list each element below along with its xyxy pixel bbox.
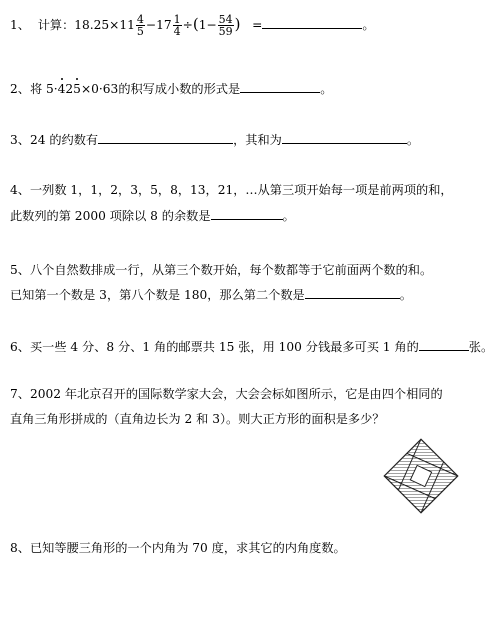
q1-answer-blank[interactable] [262,16,362,29]
q2-post: 的积写成小数的形式是 [118,82,241,96]
q8-text: 8、已知等腰三角形的一个内角为 70 度，求其它的内角度数。 [10,541,346,555]
q6-answer-blank[interactable] [419,338,469,351]
q1-fraction-2: $\frac{1}{4}$ [173,13,181,38]
q4-answer-blank[interactable] [211,207,283,220]
question-5-line-2: 已知第一个数是 3，第八个数是 180，那么第二个数是 。 [10,288,412,302]
q2-repeat-dot-1: 4 [57,82,66,96]
q3-sum-blank[interactable] [282,131,407,144]
q1-fraction-1: $\frac{4}{5}$ [136,13,144,38]
q1-label: 计算： [37,18,75,32]
congress-emblem-figure [380,435,462,517]
q1-equals: = [252,18,263,32]
q7-line-1: 7、2002 年北京召开的国际数学家大会，大会会标如图所示，它是由四个相同的 [10,387,443,401]
question-3: 3、24 的约数有 ，其和为 。 [10,133,420,147]
q1-number: 1、 [10,18,30,32]
q4-line-1: 4、一列数 1，1，2，3，5，8，13，21，…从第三项开始每一项是前两项的和， [10,183,453,197]
question-4 [10,182,453,198]
q1-term-a: 18.25×11 [74,18,135,32]
q1-divide: ÷ [182,18,193,32]
question-5 [10,262,432,278]
question-7 [10,386,443,402]
q2-pre: 2、将 5 [10,82,54,96]
q7-line-2: 直角三角形拼成的（直角边长为 2 和 3）。则大正方形的面积是多少？ [10,412,385,426]
q2-repeat-dot-2: 5 [73,82,81,96]
question-6: 6、买一些 4 分、8 分、1 角的邮票共 15 张，用 100 分钱最多可买 1 角的 张。 [10,340,493,354]
question-2: 2、将 5·425×0·63的积写成小数的形式是 。 [10,82,333,96]
question-7-line-2 [10,411,384,427]
q3-divisors-blank[interactable] [98,131,233,144]
question-4-line-2: 此数列的第 2000 项除以 8 的余数是 。 [10,209,295,223]
q1-paren-open: ( [192,15,199,33]
q1-paren-close: ) [234,15,241,33]
question-1: 1、 计算：18.25×11 $\frac{4}{5}$ −17 $\frac{1}{4}$ ÷(1− $\frac{54}{59}$ ) = 。 [10,13,375,38]
q5-answer-blank[interactable] [305,286,400,299]
q5-line-1: 5、八个自然数排成一行，从第三个数开始，每个数都等于它前面两个数的和。 [10,263,433,277]
q1-one-minus: 1− [198,18,217,32]
q1-minus: −17 [145,18,172,32]
q1-fraction-3: $\frac{54}{59}$ [218,13,233,38]
question-8 [10,540,346,556]
q2-answer-blank[interactable] [240,80,320,93]
